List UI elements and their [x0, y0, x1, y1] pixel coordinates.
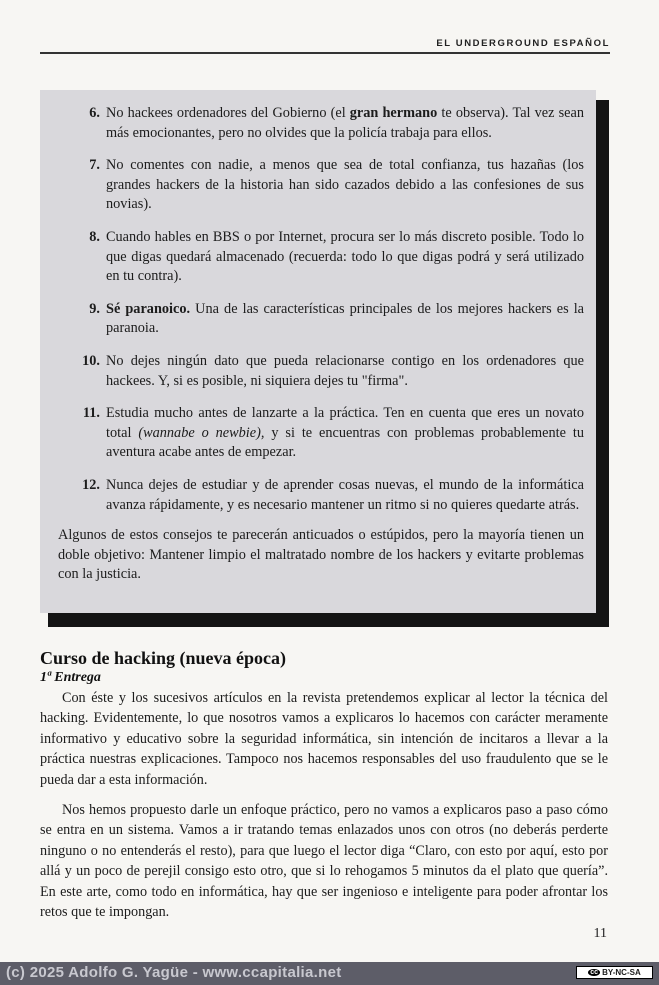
page-number: 11 [593, 926, 607, 941]
tip-item [58, 404, 584, 463]
tip-number: 12. [82, 476, 100, 493]
tips-list [58, 104, 584, 515]
tip-item [58, 300, 584, 339]
tip-text [106, 352, 584, 391]
tip-text-segment: te observa). Tal vez sean más emocionantes, pero no olvides que la policía trabaja para ellos. [106, 105, 584, 141]
tip-text-segment: y si te encuentras con problemas probablemente tu aventura acabe antes de empezar. [106, 424, 584, 461]
tip-text-segment: No dejes ningún dato que pueda relacionarse contigo en los ordenadores que hackees. Y, si es posible, ni siquiera dejes tu "firma". [106, 352, 584, 389]
tip-number: 8. [89, 228, 100, 245]
section-title: Curso de hacking (nueva época) [40, 648, 287, 668]
tip-text [106, 156, 584, 215]
cc-license-badge[interactable] [576, 966, 653, 979]
tips-box [40, 90, 596, 613]
tip-text-segment: Cuando hables en BBS o por Internet, procura ser lo más discreto posible. Todo lo que digas quedará almacenado (recuerda: todo lo que digas podrá y será utilizado en tu contra). [106, 228, 584, 285]
tip-number: 7. [89, 157, 100, 174]
tip-number: 10. [82, 352, 100, 369]
cc-icon: cc [590, 969, 599, 976]
tip-text [106, 228, 584, 287]
tip-item [58, 156, 584, 215]
tip-text [106, 104, 584, 143]
watermark-text: (c) 2025 Adolfo G. Yagüe - www.ccapitalia.net [6, 964, 342, 981]
tip-text [106, 300, 584, 339]
tip-number: 11. [82, 405, 100, 422]
tip-item [58, 104, 584, 143]
watermark-bar [0, 962, 659, 985]
body-paragraph: Nos hemos propuesto darle un enfoque práctico, pero no vamos a explicaros paso a paso cómo se entra en un sistema. Vamos a ir tratando temas enlazados unos con otros (no deberás perderte ninguno o no entenderás el resto), para que luego el lector diga “Claro, con esto por aquí, esto por allá y un poco de perejil consigo esto otro, que si lo rehogamos 5 minutos da el plato que quería”. En este arte, como todo en informática, hay que ser ingenioso e inteligente para poder afrontar los retos que te impongan. [40, 802, 608, 921]
tip-text-segment: No hackees ordenadores del Gobierno (el [106, 105, 350, 121]
license-label: BY-NC-SA [602, 968, 641, 977]
tips-box-outro: Algunos de estos consejos te parecerán anticuados o estúpidos, pero la mayoría tienen un doble objetivo: Mantener limpio el maltratado nombre de los hackers y evitarte problemas con la justicia. [58, 527, 584, 583]
tip-text-segment: Una de las características principales de los mejores hackers es la paranoia. [106, 300, 585, 337]
tip-text-bold: gran hermano [349, 105, 438, 121]
tip-item [58, 228, 584, 287]
tip-text-segment: Estudia mucho antes de lanzarte a la práctica. Ten en cuenta que eres un novato total [106, 405, 584, 441]
section-subtitle: 1ª Entrega [40, 670, 101, 685]
tip-item [58, 352, 584, 391]
body-paragraph: Con éste y los sucesivos artículos en la revista pretendemos explicar al lector la técnica del hacking. Evidentemente, lo que nosotros vamos a explicaros lo hacemos con carácter meramente informativo y educativo sobre la seguridad informática, sin intención de incitaros a llevar a la práctica nuestras explicaciones. Tampoco nos hacemos responsables del uso fraudulento que se le pueda dar a esta información. [40, 690, 608, 788]
tip-item [58, 476, 584, 515]
tip-number: 9. [89, 300, 100, 317]
tip-text-segment: Nunca dejes de estudiar y de aprender cosas nuevas, el mundo de la informática avanza rápidamente, y es necesario mantener un ritmo si no quieres quedarte atrás. [106, 476, 584, 513]
running-head-title: EL UNDERGROUND ESPAÑOL [436, 38, 610, 49]
tip-text-segment: No comentes con nadie, a menos que sea de total confianza, tus hazañas (los grandes hackers de la historia han sido cazados debido a las confesiones de sus novias). [106, 157, 584, 213]
tip-text [106, 476, 584, 515]
tip-text-italic: (wannabe o newbie), [138, 424, 265, 441]
tip-text-bold: Sé paranoico. [106, 300, 191, 317]
tip-text [106, 404, 584, 463]
tip-number: 6. [89, 105, 100, 121]
header-rule [40, 52, 610, 54]
